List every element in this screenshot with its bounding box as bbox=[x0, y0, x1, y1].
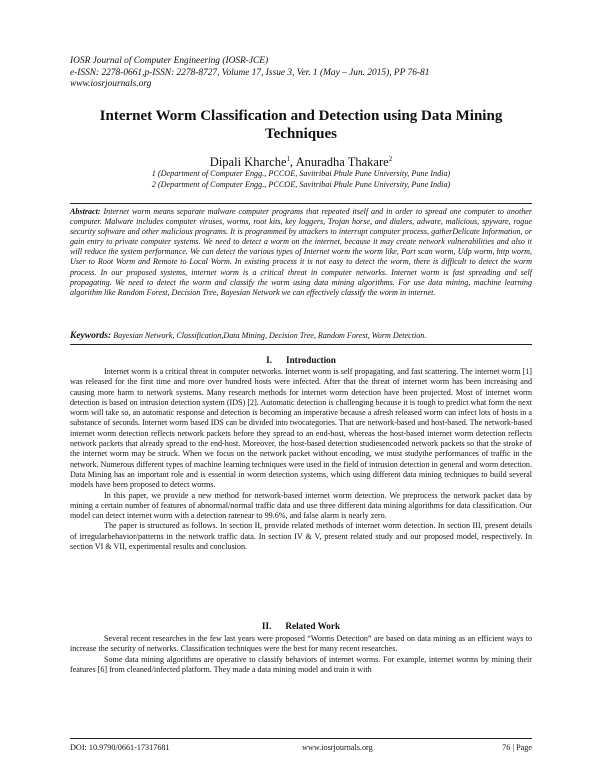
journal-issn: e-ISSN: 2278-0661,p-ISSN: 2278-8727, Volume 17, Issue 3, Ver. 1 (May – Jun. 2015), PP 76-81 bbox=[70, 67, 430, 78]
section-heading-related-work bbox=[70, 621, 532, 632]
footer-page-number: 76 | Page bbox=[502, 743, 532, 752]
section-heading-introduction bbox=[70, 355, 532, 366]
page-footer bbox=[70, 742, 532, 754]
section-1-number: I. bbox=[266, 355, 272, 365]
related-paragraph-1: Several recent researches in the few last years were proposed “Worms Detection” are based on data mining as an efficient ways to increase the security of networks. Classification techniques were the best for many recent researches. bbox=[70, 634, 532, 654]
abstract-top-rule bbox=[70, 203, 532, 204]
keywords-label: Keywords: bbox=[70, 331, 112, 341]
intro-paragraph-1: Internet worm is a critical threat in computer networks. Internet worm is self propagating, and fast scattering. The internet worm [1] was released for the first time and more over hundred hosts were infected. After that the threat of internet worm has been increasing and causing more harm to network systems. Many research methods for internet worm detection have been projected. Most of internet worm detection is based on intrusion detection system (IDS) [2]. Automatic detection is challenging because it is tough to predict what form the next worm will take so, an automatic response and detection is becoming an imperative because a afresh released worm can infect lots of hosts in a substance of seconds. Internet worm based IDS can be divided into twocategories. That are network-based and host-based. The network-based internet worm detection reflects network packets before they spread to an end-host, whereas the host-based internet worm detection reflects network packets that already spread to the end-host. Moreover, the host-based detection studiesencoded network packets so that the stroke of the internet worm may be struck. When we focus on the network packet without encoding, we must studythe performances of traffic in the network. Numerous different types of machine learning techniques were used in the field of intrusion detection in general and worm detection. Data Mining has an important role and is essential in worm detection systems, which using different data mining techniques to build several models have been proposed to detect worms. bbox=[70, 367, 532, 490]
abstract-label: Abstract: bbox=[70, 207, 101, 216]
affiliation-2: 2 (Department of Computer Engg., PCCOE, Savitribai Phule Pune University, Pune India) bbox=[151, 180, 451, 189]
abstract-text: Internet worm means separate malware computer programs that repeated itself and in order to spread one computer to another computer. Malware includes computer viruses, worms, root kits, key loggers, Trojan horse, and dialers, adware, malicious, spyware, rogue security software and other malicious programs. It is programmed by attackers to interrupt computer process, gatherDelicate Information, or gain entry to private computer systems. We need to detect a worm on the internet, because it may create network vulnerabilities and also it will reduce the system performance. We can detect the various types of Internet worm the worm like, Port scan worm, Udp worm, http worm, User to Root Worm and Remote to Local Worm. In existing process it is not easy to detect the worm, there is difficult to detect the worm process. In our proposed systems, internet worm is a critical threat in computer networks. Internet worm is fast spreading and self propagating. We need to detect the worm and classify the worm using data mining algorithms. For use data mining, machine learning algorithm like Random Forest, Decision Tree, Bayesian Network we can effectively classify the worm in internet. bbox=[70, 207, 532, 297]
paper-title: Internet Worm Classification and Detection using Data Mining Techniques bbox=[99, 108, 503, 142]
footer-doi: DOI: 10.9790/0661-17317681 bbox=[70, 743, 170, 752]
journal-header bbox=[70, 56, 540, 91]
section-2-title: Related Work bbox=[285, 621, 341, 631]
keywords bbox=[70, 331, 532, 341]
footer-website[interactable]: www.iosrjournals.org bbox=[302, 743, 373, 752]
author-2-affil-mark: 2 bbox=[388, 155, 393, 163]
introduction-body bbox=[70, 367, 532, 552]
related-work-body bbox=[70, 634, 532, 675]
author-2: Anuradha Thakare bbox=[295, 155, 389, 170]
journal-name: IOSR Journal of Computer Engineering (IOSR-JCE) bbox=[70, 56, 269, 66]
abstract bbox=[70, 207, 532, 298]
journal-website[interactable]: www.iosrjournals.org bbox=[70, 79, 152, 90]
author-separator: , bbox=[290, 155, 296, 170]
intro-paragraph-2: In this paper, we provide a new method for network-based internet worm detection. We preprocess the network packet data by mining a certain number of features of abnormal/normal traffic data and use three different data mining algorithms for data classification. Our model can detect internet worm with a detection ratenear to 99.6%, and false alarm is nearly zero. bbox=[70, 490, 532, 521]
keywords-text: Bayesian Network, Classification,Data Mining, Decision Tree, Random Forest, Worm Detection. bbox=[111, 331, 427, 340]
affiliations bbox=[70, 168, 532, 190]
author-1: Dipali Kharche bbox=[209, 155, 287, 170]
keywords-bottom-rule bbox=[70, 344, 532, 345]
section-2-number: II. bbox=[261, 621, 272, 631]
section-1-title: Introduction bbox=[286, 355, 336, 365]
related-paragraph-2: Some data mining algorithms are operative to classify behaviors of internet worms. For example, internet worms by mining their features [6] from cleaned/infected platform. They made a data mining model and train it with bbox=[70, 654, 532, 674]
intro-paragraph-3: The paper is structured as follows. In section II, provide related methods of internet worm detection. In section III, present details of irregularbehavior/patterns in the network traffic data. In section IV & V, present related study and our proposed model, respectively. In section VI & VII, experimental results and conclusion. bbox=[70, 521, 532, 552]
footer-rule bbox=[70, 738, 532, 739]
affiliation-1: 1 (Department of Computer Engg., PCCOE, Savitribai Phule Pune University, Pune India) bbox=[151, 169, 451, 178]
author-1-affil-mark: 1 bbox=[286, 155, 290, 163]
